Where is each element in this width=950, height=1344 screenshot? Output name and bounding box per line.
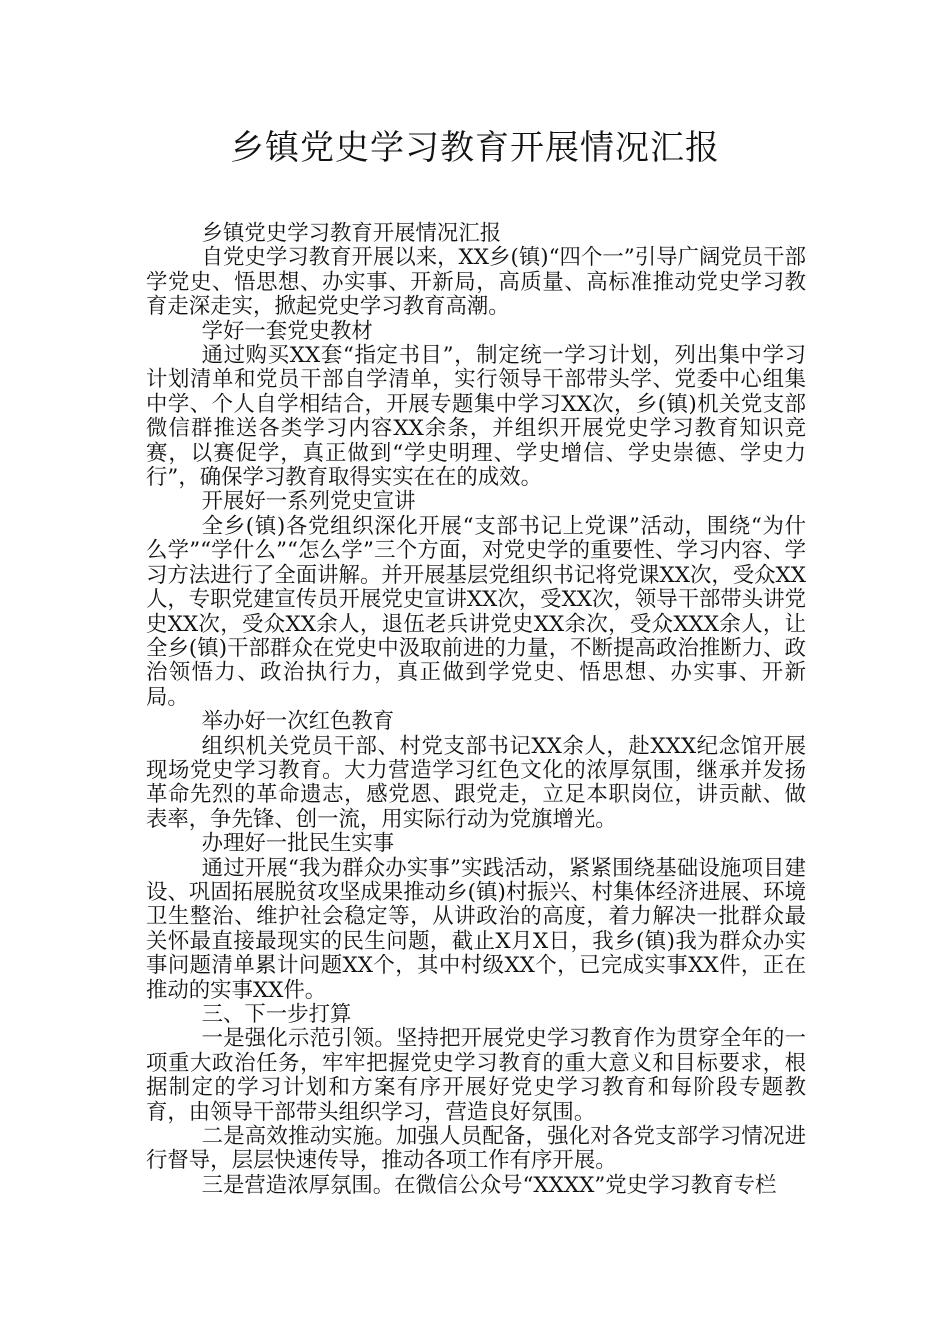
document-body (146, 222, 806, 1198)
intro-paragraph: 自党史学习教育开展以来，XX乡(镇)“四个一”引导广阔党员干部学党史、悟思想、办实事、开新局，高质量、高标准推动党史学习教育走深走实，掀起党史学习教育高潮。 (146, 245, 806, 320)
next-step-2-paragraph: 二是高效推动实施。加强人员配备，强化对各党支部学习情况进行督导，层层快速传导，推动各项工作有序开展。 (146, 1124, 806, 1174)
section-heading-livelihood: 办理好一批民生实事 (201, 831, 395, 857)
section-heading-next-steps: 三、下一步打算 (201, 1002, 352, 1027)
section-heading-lectures: 开展好一系列党史宣讲 (201, 489, 416, 515)
body-subtitle: 乡镇党史学习教育开展情况汇报 (201, 221, 502, 246)
next-step-1-paragraph: 一是强化示范引领。坚持把开展党史学习教育作为贯穿全年的一项重大政治任务，牢牢把握党史学习教育的重大意义和目标要求，根据制定的学习计划和方案有序开展好党史学习教育和每阶段专题教育，由领导干部带头组织学习，营造良好氛围。 (146, 1026, 806, 1125)
section-heading-red-education: 举办好一次红色教育 (201, 709, 395, 735)
next-step-3-paragraph: 三是营造浓厚氛围。在微信公众号“XXXX”党史学习教育专栏 (201, 1172, 777, 1198)
textbook-paragraph: 通过购买XX套“指定书目”，制定统一学习计划，列出集中学习计划清单和党员干部自学清单，实行领导干部带头学、党委中心组集中学、个人自学相结合，开展专题集中学习XX次，乡(镇)机关党支部微信群推送各类学习内容XX余条，并组织开展党史学习教育知识竞赛，以赛促学，真正做到“学史明理、学史增信、学史崇德、学史力行”，确保学习教育取得实实在在的成效。 (146, 343, 806, 491)
red-education-paragraph: 组织机关党员干部、村党支部书记XX余人，赴XXX纪念馆开展现场党史学习教育。大力营造学习红色文化的浓厚氛围，继承并发扬革命先烈的革命遗志，感党恩、跟党走，立足本职岗位，讲贡献、做表率，争先锋、创一流，用实际行动为党旗增光。 (146, 733, 806, 832)
document-title: 乡镇党史学习教育开展情况汇报 (230, 128, 720, 168)
section-heading-textbook: 学好一套党史教材 (201, 318, 373, 344)
lectures-paragraph: 全乡(镇)各党组织深化开展“支部书记上党课”活动，围绕“为什么学”“学什么”“怎么学”三个方面，对党史学的重要性、学习内容、学习方法进行了全面讲解。并开展基层党组织书记将党课XX次，受众XX人，专职党建宣传员开展党史宣讲XX次，受XX次，领导干部带头讲党史XX次，受众XX余人，退伍老兵讲党史XX余次，受众XXX余人，让全乡(镇)干部群众在党史中汲取前进的力量，不断提高政治推断力、政治领悟力、政治执行力，真正做到学党史、悟思想、办实事、开新局。 (146, 513, 806, 710)
livelihood-paragraph: 通过开展“我为群众办实事”实践活动，紧紧围绕基础设施项目建设、巩固拓展脱贫攻坚成果推动乡(镇)村振兴、村集体经济进展、环境卫生整治、维护社会稳定等，从讲政治的高度，着力解决一批群众最关怀最直接最现实的民生问题，截止X月X日，我乡(镇)我为群众办实事问题清单累计问题XX个，其中村级XX个，已完成实事XX件，正在推动的实事XX件。 (146, 855, 806, 1003)
